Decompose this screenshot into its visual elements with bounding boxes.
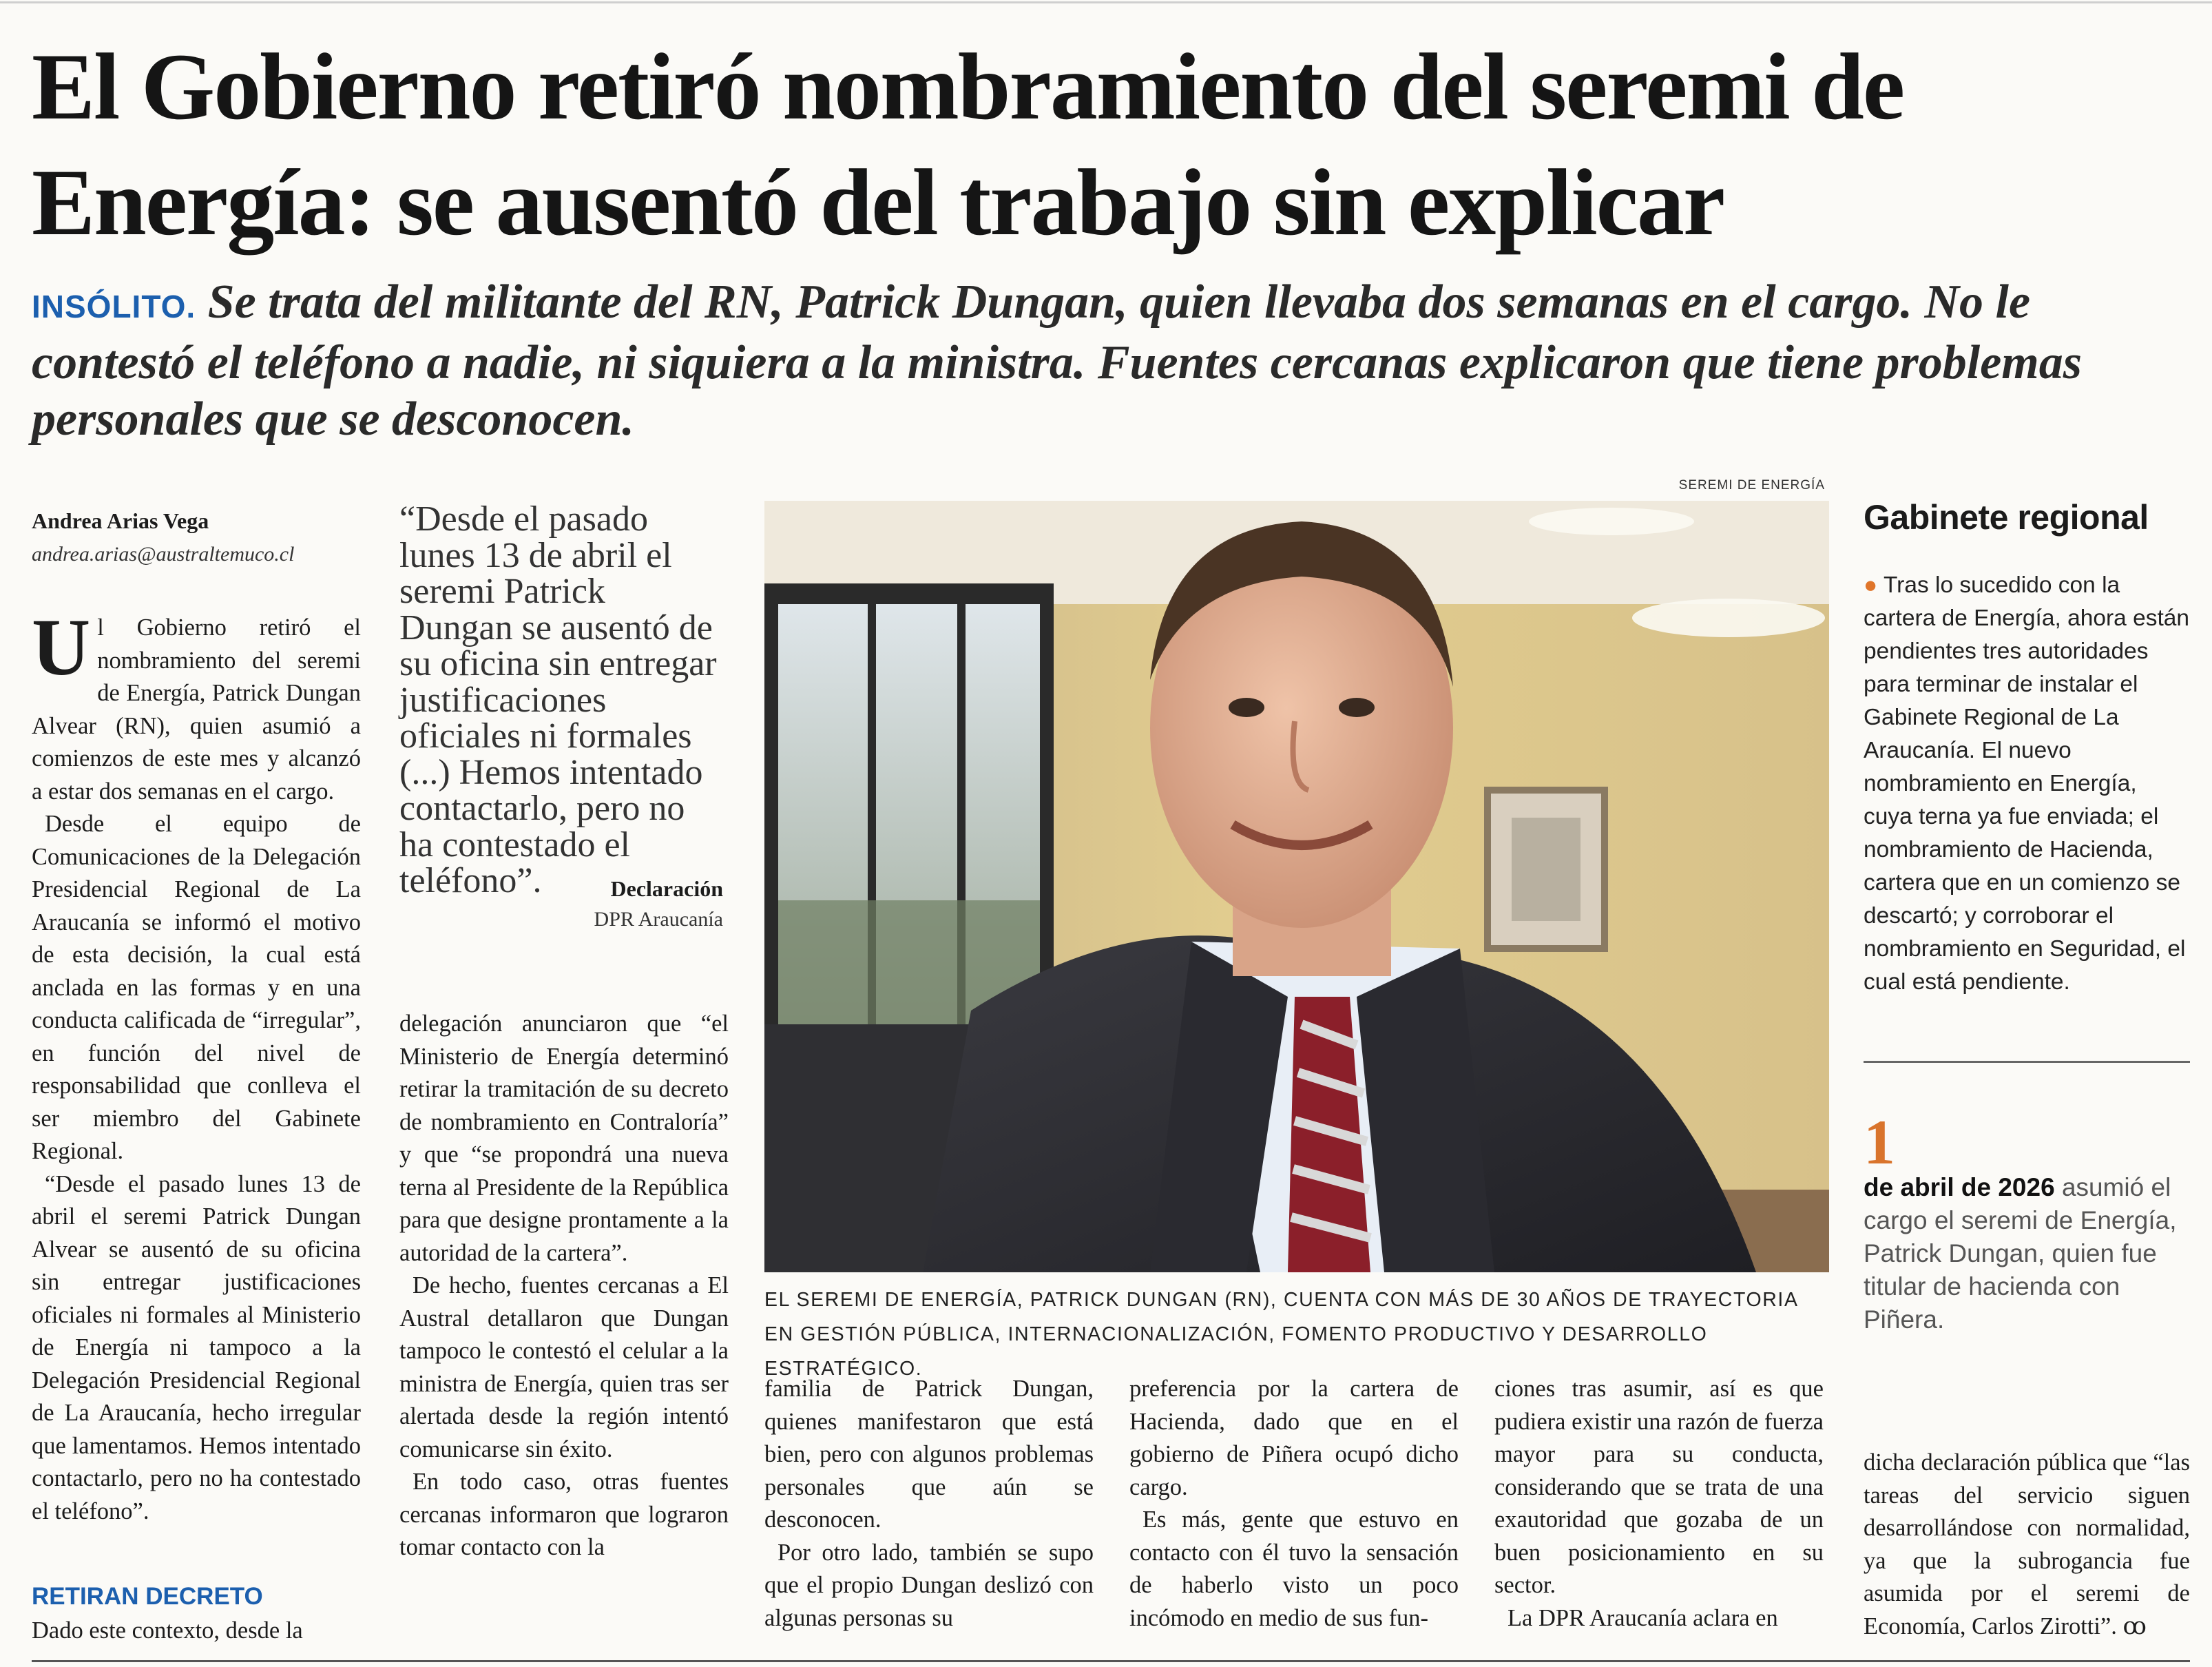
article-paragraph: La DPR Araucanía aclara en (1507, 1604, 1778, 1631)
paragraph-text: dicha declaración pública que “las tareas del servicio siguen desarrollándose con normalidad, ya que la subrogancia fue asumida por el seremi de Economía, Carlos Zirotti”. (1864, 1449, 2190, 1639)
deck (32, 274, 2194, 448)
drop-cap: U (32, 602, 91, 692)
bottom-rule (32, 1660, 2190, 1662)
deck-text: Se trata del militante del RN, Patrick Dungan, quien llevaba dos semanas en el cargo. No le contestó el teléfono a nadie, ni siquiera a la ministra. Fuentes cercanas explicaron que tiene problemas personales que se desconocen. (32, 276, 2082, 446)
article-paragraph: delegación anunciaron que “el Ministerio de Energía determinó retirar la tramitación de su decreto de nombramiento en Contraloría” y que “se propondrá una nueva terna al Presidente de la República para que designe prontamente a la autoridad de la cartera”. (399, 1011, 729, 1266)
photo-credit: SEREMI DE ENERGÍA (1678, 478, 1825, 493)
article-paragraph: En todo caso, otras fuentes cercanas informaron que lograron tomar contacto con la (399, 1469, 729, 1560)
article-column-1-end (32, 1615, 361, 1648)
subhead: RETIRAN DECRETO (32, 1583, 263, 1610)
photo-caption: EL SEREMI DE ENERGÍA, PATRICK DUNGAN (RN), CUENTA CON MÁS DE 30 AÑOS DE TRAYECTORIA EN GESTIÓN PÚBLICA, INTERNACIONALIZACIÓN, FOMENTO PRODUCTIVO Y DESARROLLO ESTRATÉGICO. (764, 1289, 1797, 1380)
article-paragraph: Dado este contexto, desde la (32, 1617, 303, 1644)
sidebar-title: Gabinete regional (1864, 498, 2149, 537)
article-column-2 (399, 1008, 729, 1564)
pull-quote-source: Declaración (610, 876, 723, 901)
top-rule (0, 1, 2212, 3)
article-column-5 (1494, 1373, 1824, 1635)
highlight-number: 1 (1864, 1107, 1895, 1177)
highlight-date: de abril de 2026 (1864, 1173, 2055, 1201)
byline-email[interactable]: andrea.arias@australtemuco.cl (32, 543, 295, 566)
deck-kicker: INSÓLITO. (32, 289, 196, 324)
paragraph-text: l Gobierno retiró el nombramiento del seremi de Energía, Patrick Dungan Alvear (RN), quien asumió a comienzos de este mes y alcanzó a estar dos semanas en el cargo. (32, 614, 361, 805)
article-column-1 (32, 602, 361, 1528)
article-paragraph: Desde el equipo de Comunicaciones de la Delegación Presidencial Regional de La Araucanía se informó el motivo de esta decisión, la cual está anclada en las formas y en una conducta calificada de “irregular”, en función del nivel de responsabilidad que conlleva el ser miembro del Gabinete Regional. (32, 811, 361, 1164)
highlight-text-block (1864, 1171, 2190, 1336)
article-column-4 (1129, 1373, 1459, 1635)
headline: El Gobierno retiró nombramiento del seremi de Energía: se ausentó del trabajo sin explicar (32, 34, 1904, 255)
sidebar-text: Tras lo sucedido con la cartera de Energía, ahora están pendientes tres autoridades para terminar de instalar el Gabinete Regional de La Araucanía. El nuevo nombramiento en Energía, cuya terna ya fue enviada; el nombramiento de Hacienda, cartera que en un comienzo se descartó; y corroborar el nombramiento en Seguridad, el cual está pendiente. (1864, 572, 2190, 995)
article-paragraph: Es más, gente que estuvo en contacto con él tuvo la sensación de haberlo visto un poco incómodo en medio de sus fun- (1129, 1506, 1459, 1631)
article-paragraph: “Desde el pasado lunes 13 de abril el seremi Patrick Dungan Alvear se ausentó de su oficina sin entregar justificaciones oficiales ni formales al Ministerio de Energía ni tampoco a la Delegación Presidencial Regional de La Araucanía, hecho irregular que lamentamos. Hemos intentado contactarlo, pero no ha contestado el teléfono”. (32, 1170, 361, 1524)
article-paragraph: familia de Patrick Dungan, quienes manifestaron que está bien, pero con algunos problemas personales que aún se desconocen. (764, 1376, 1094, 1533)
article-paragraph (32, 602, 361, 808)
sidebar-divider (1864, 1061, 2190, 1063)
end-mark-icon: ꝏ (2122, 1613, 2147, 1639)
article-column-3 (764, 1373, 1094, 1635)
pull-quote: “Desde el pasado lunes 13 de abril el seremi Patrick Dungan se ausentó de su oficina sin entregar justificaciones oficiales ni formales (...) Hemos intentado contactarlo, pero no ha contestado el teléfono”. (399, 499, 717, 900)
article-paragraph: Por otro lado, también se supo que el propio Dungan deslizó con algunas personas su (764, 1539, 1094, 1631)
pull-quote-org: DPR Araucanía (594, 908, 723, 931)
byline-name: Andrea Arias Vega (32, 508, 209, 533)
portrait-photo (764, 501, 1829, 1272)
sidebar-text-block (1864, 569, 2190, 999)
article-paragraph: preferencia por la cartera de Hacienda, dado que en el gobierno de Piñera ocupó dicho cargo. (1129, 1376, 1459, 1500)
bullet-icon: ● (1864, 572, 1878, 598)
article-paragraph: ciones tras asumir, así es que pudiera existir una razón de fuerza mayor para su conducta, considerando que se trata de una exautoridad que gozaba de un buen posicionamiento en su sector. (1494, 1376, 1824, 1598)
article-paragraph: De hecho, fuentes cercanas a El Austral detallaron que Dungan tampoco le contestó el celular a la ministra de Energía, quien tras ser alertada desde la región intentó comunicarse sin éxito. (399, 1272, 729, 1462)
article-paragraph (1864, 1447, 2190, 1643)
portrait-illustration (764, 501, 1829, 1272)
highlight-text: asumió el cargo el seremi de Energía, Patrick Dungan, quien fue titular de hacienda con Piñera. (1864, 1173, 2177, 1334)
article-column-6 (1864, 1447, 2190, 1643)
